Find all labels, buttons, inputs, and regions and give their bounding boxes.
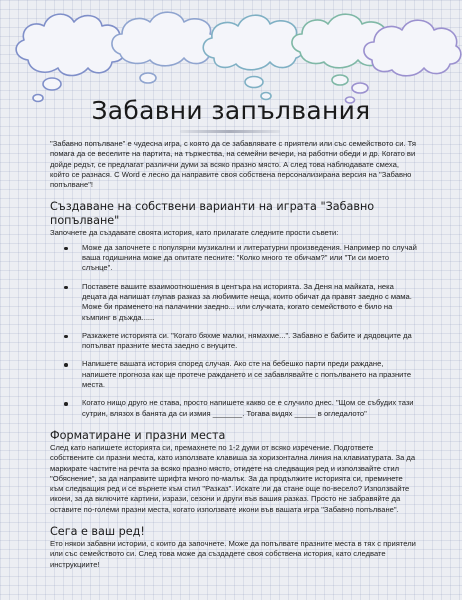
bullet-icon — [64, 402, 68, 406]
bullet-icon — [64, 247, 68, 251]
list-item-text: Напишете вашата история според случая. Ако сте на бебешко парти преди раждане, напишете прогноза как ще протече раждането и се забавлявайте с попълването на празните места. — [82, 359, 412, 390]
variants-lead: Започнете да създавате своята история, като прилагате следните прости съвети: — [50, 228, 339, 238]
bullet-icon — [64, 363, 68, 367]
section-heading-variants: Създаване на собствени варианти на играта "Забавно попълване" — [50, 200, 375, 228]
list-item — [82, 398, 418, 419]
bullet-icon — [64, 335, 68, 339]
thought-bubble-icon — [245, 77, 263, 88]
thought-bubble-icon — [352, 83, 368, 93]
document-body — [50, 139, 418, 570]
thought-bubble-icon — [140, 73, 156, 83]
format-paragraph: След като напишете историята си, премахнете по 1-2 думи от всяко изречение. Подгответе собствените си празни места, като използвате клавиша за хоризонтална линия на клавиатурата. За да маркирате частите на речта за всяко празно място, отидете на следващия ред и използвайте стил "Обяснение", за да направите шрифта много по-малък. За да продължите историята си, преминете към следващия ред и се върнете към стил "Разказ". Искате ли да стане още по-весело? Използвайте икони, за да включите картини, изрази, сезони и други във вашия разказ. Просто не забравяйте да оставите по-големи празни места, когато използвате икони във вашата игра "Забавно попълване". — [50, 442, 416, 514]
page-title: Забавни запълвания — [91, 96, 371, 125]
your-turn-paragraph: Ето някои забавни истории, с които да започнете. Може да попълвате празните места в тях с приятели или със семейството си. След това може да създадете своя собствена история, като следвате инструкциите! — [50, 539, 416, 569]
section-heading-your-turn: Сега е ваш ред! — [50, 525, 145, 539]
list-item-text: Разкажете историята си. "Когато бяхме малки, нямахме...". Забавно е бабите и дядовците да попълват празните места заедно с внуците. — [82, 330, 412, 351]
tips-list — [50, 243, 418, 419]
list-item — [82, 243, 418, 274]
list-item — [82, 359, 418, 390]
thought-bubble-icon — [43, 78, 61, 90]
list-item-text: Може да започнете с популярни музикални и литературни произведения. Например по случай ваша годишнина може да опитате песните: "Колко много те обичам?" или "Ти си моето слънце". — [82, 242, 417, 273]
list-item — [82, 331, 418, 352]
section-heading-format: Форматиране и празни места — [50, 428, 226, 442]
bullet-icon — [64, 286, 68, 290]
thought-cloud-icon — [203, 15, 305, 70]
list-item — [82, 282, 418, 323]
thought-cloud-icon — [112, 12, 219, 66]
thought-cloud-icon — [16, 14, 125, 75]
list-item-text: Поставете вашите взаимоотношения в центъра на историята. За Деня на майката, нека децата да напишат глупав разказ за любимите неща, които обичат да правят заедно с мама. Може би праменето на палачинки заедно... или случката, когато семейството е било на къмпинг в дъжда...... — [82, 281, 412, 322]
title-divider — [180, 130, 280, 133]
thought-bubble-icon — [332, 75, 348, 85]
list-item-text: Когато нищо друго не става, просто напишете какво се е случило днес. "Щом се събудих тази сутрин, влязох в банята да си измия _______. Тогава видях _____ в огледалото" — [82, 398, 414, 418]
intro-paragraph: "Забавно попълване" е чудесна игра, с която да се забавлявате с приятели или със семейството си. Тя помага да се веселите на партита, на тържества, на семейни вечери, на работни обеди и др. Когато ви дойде редът, се предлагат различни думи за всяко празно място. А след това наблюдавате смеха, който се разнася. С Word е лесно да направите своя собствена персонализирана версия на "Забавно попълване"! — [50, 139, 416, 190]
